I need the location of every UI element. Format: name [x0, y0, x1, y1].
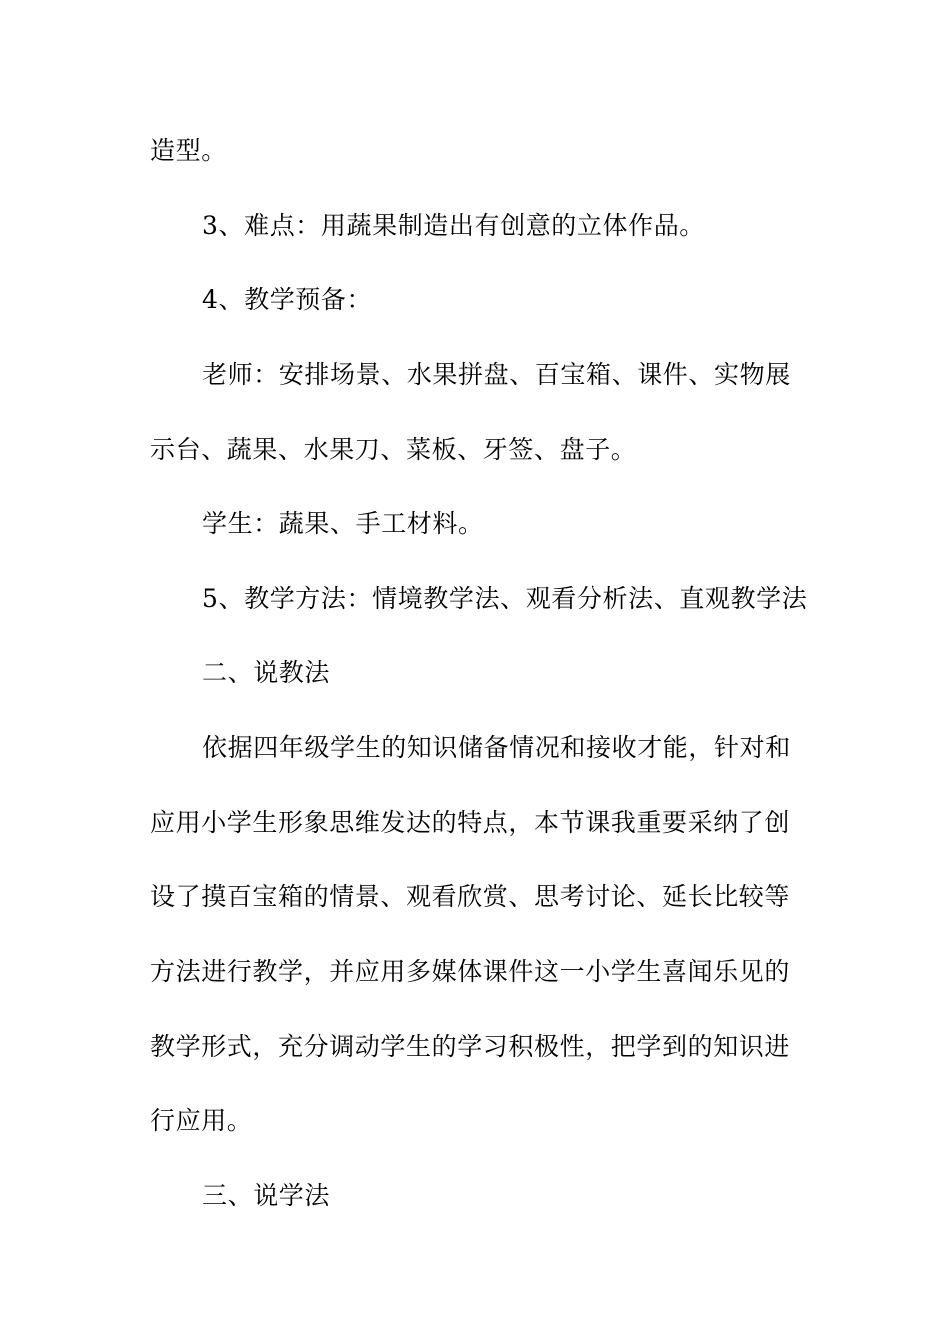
- paragraph-line: 老师：安排场景、水果拼盘、百宝箱、课件、实物展: [202, 360, 791, 389]
- paragraph-line: 依据四年级学生的知识储备情况和接收才能，针对和: [202, 733, 791, 762]
- paragraph-line: 5、教学方法：情境教学法、观看分析法、直观教学法: [202, 584, 808, 613]
- paragraph-line: 设了摸百宝箱的情景、观看欣赏、思考讨论、延长比较等: [150, 882, 791, 911]
- paragraph-line: 造型。: [150, 136, 227, 165]
- paragraph-line: 4、教学预备：: [202, 285, 373, 314]
- paragraph-line: 行应用。: [150, 1106, 253, 1135]
- paragraph-line: 学生：蔬果、手工材料。: [202, 509, 484, 538]
- paragraph-line: 示台、蔬果、水果刀、菜板、牙签、盘子。: [150, 435, 637, 464]
- section-heading: 二、说教法: [202, 658, 331, 687]
- paragraph-line: 方法进行教学，并应用多媒体课件这一小学生喜闻乐见的: [150, 957, 791, 986]
- paragraph-line: 教学形式，充分调动学生的学习积极性，把学到的知识进: [150, 1032, 791, 1061]
- paragraph-line: 3、难点：用蔬果制造出有创意的立体作品。: [202, 211, 705, 240]
- paragraph-line: 应用小学生形象思维发达的特点，本节课我重要采纳了创: [150, 808, 791, 837]
- section-heading: 三、说学法: [202, 1181, 331, 1210]
